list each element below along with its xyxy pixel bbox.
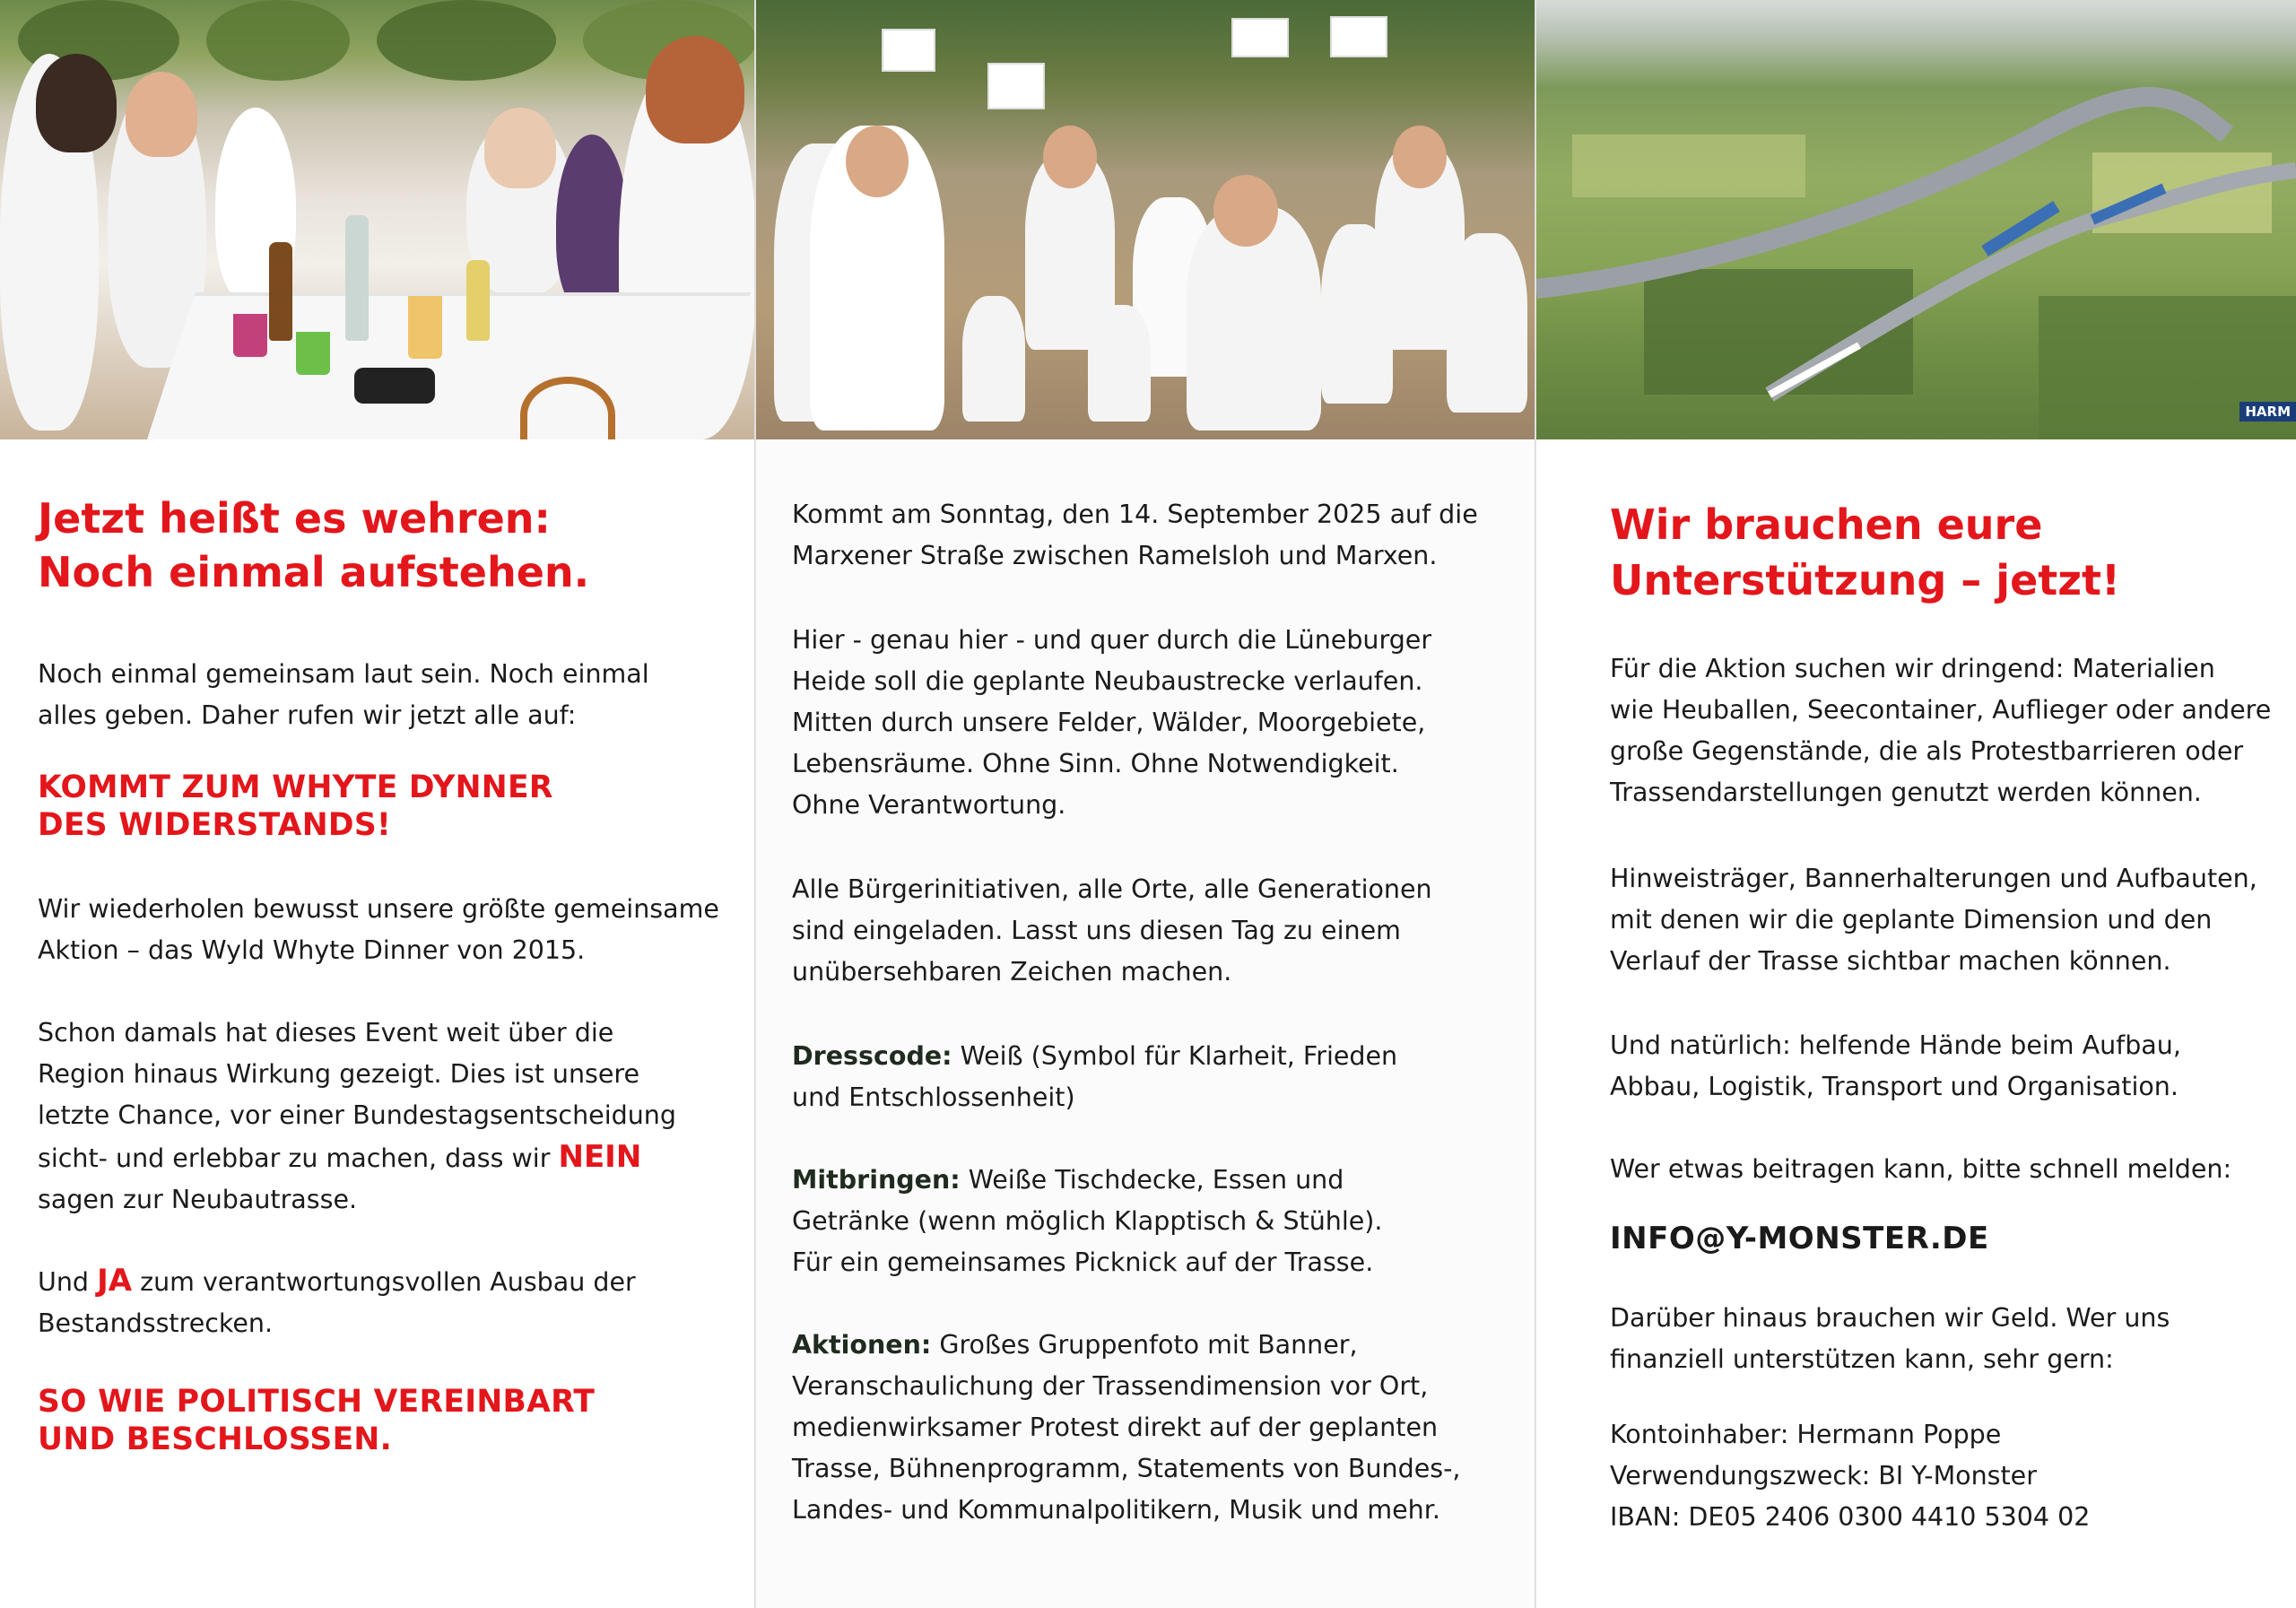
left-call-to-action: [38, 769, 553, 844]
text-line: Abbau, Logistik, Transport und Organisation.: [1610, 1072, 2179, 1101]
text-line: [792, 1160, 1382, 1201]
text-line: DES WIDERSTANDS!: [38, 807, 392, 843]
photo-detail: [556, 135, 628, 314]
photo-detail: [354, 368, 435, 404]
text-line: Kommt am Sonntag, den 14. September 2025 auf die: [792, 500, 1478, 529]
text-line-part: zum verantwortungsvollen Ausbau der: [140, 1267, 636, 1297]
text-line: Trasse, Bühnenprogramm, Statements von Bundes-,: [792, 1454, 1461, 1483]
actions-label: Aktionen:: [792, 1330, 932, 1360]
photo-protest-dinner: [0, 0, 756, 439]
photo-detail: [1043, 126, 1097, 188]
photo-detail: [1770, 170, 2296, 395]
left-repeat-paragraph: [38, 889, 719, 971]
supports-paragraph: [1610, 858, 2257, 982]
text-line: Für die Aktion suchen wir dringend: Materialien: [1610, 654, 2215, 683]
photo-detail: [1231, 18, 1289, 57]
photo-rail-bridge-rendering: [1536, 0, 2296, 439]
photo-detail: [206, 0, 350, 81]
photo-detail: [484, 108, 556, 188]
text-line: sind eingeladen. Lasst uns diesen Tag zu einem: [792, 916, 1401, 945]
left-intro: [38, 654, 649, 736]
photo-detail: [269, 242, 292, 341]
left-closing: [38, 1383, 595, 1458]
text-line: Getränke (wenn möglich Klapptisch & Stühle).: [792, 1206, 1383, 1236]
materials-paragraph: [1610, 648, 2271, 813]
bring-label: Mitbringen:: [792, 1165, 961, 1195]
payment-reference: Verwendungszweck: BI Y-Monster: [1610, 1461, 2037, 1491]
route-paragraph: [792, 620, 1431, 826]
photo-detail: [1088, 305, 1151, 422]
photo-detail: [646, 36, 744, 143]
text-line: Verlauf der Trasse sichtbar machen können.: [1610, 946, 2171, 976]
text-line: Hier - genau hier - und quer durch die Lüneburger: [792, 625, 1432, 655]
text-line-part: sicht- und erlebbar zu machen, dass wir: [38, 1143, 551, 1173]
text-line: wie Heuballen, Seecontainer, Auflieger oder andere: [1610, 695, 2272, 725]
middle-panel: [756, 0, 1536, 1608]
text-line: [38, 1260, 636, 1303]
text-line: letzte Chance, vor einer Bundestagsentscheidung: [38, 1100, 676, 1130]
photo-detail: [1330, 16, 1387, 57]
text-line: Hinweisträger, Bannerhalterungen und Aufbauten,: [1610, 864, 2257, 893]
right-heading-line-2: Unterstützung – jetzt!: [1610, 556, 2121, 604]
text-line: Ohne Verantwortung.: [792, 790, 1066, 820]
photo-detail: [408, 296, 442, 359]
text-line: mit denen wir die geplante Dimension und den: [1610, 905, 2213, 934]
photo-detail: [377, 0, 556, 81]
photo-corner-tag: HARM: [2239, 402, 2296, 422]
text-line: SO WIE POLITISCH VEREINBART: [38, 1384, 596, 1420]
text-line: [792, 1036, 1397, 1077]
text-line: Region hinaus Wirkung gezeigt. Dies ist unsere: [38, 1059, 640, 1089]
photo-detail: [296, 332, 330, 375]
left-heading: [38, 491, 589, 599]
text-line-part: Weiß (Symbol für Klarheit, Frieden: [960, 1041, 1398, 1071]
right-heading-line-1: Wir brauchen eure: [1610, 500, 2043, 549]
text-line: Heide soll die geplante Neubaustrecke verlaufen.: [792, 666, 1423, 696]
iban: IBAN: DE05 2406 0300 4410 5304 02: [1610, 1502, 2091, 1532]
account-holder: Kontoinhaber: Hermann Poppe: [1610, 1420, 2002, 1449]
text-line-part: Und: [38, 1267, 90, 1297]
text-line: [792, 1325, 1460, 1366]
photo-detail: [345, 215, 369, 341]
photo-detail: [987, 63, 1045, 109]
actions-paragraph: [792, 1325, 1460, 1531]
left-heading-line-2: Noch einmal aufstehen.: [38, 548, 590, 596]
photo-detail: [1213, 175, 1278, 247]
left-ja-paragraph: [38, 1260, 636, 1344]
bring-paragraph: [792, 1160, 1382, 1283]
photo-detail: [846, 126, 909, 197]
text-line: Marxener Straße zwischen Ramelsloh und Marxen.: [792, 541, 1438, 570]
text-line: Bestandsstrecken.: [38, 1308, 274, 1338]
left-panel: [0, 0, 756, 1608]
text-line: große Gegenstände, die als Protestbarrieren oder: [1610, 736, 2244, 766]
text-line: Veranschaulichung der Trassendimension vor Ort,: [792, 1371, 1429, 1401]
dresscode-label: Dresscode:: [792, 1041, 952, 1071]
text-line: Schon damals hat dieses Event weit über die: [38, 1018, 614, 1047]
text-line: KOMMT ZUM WHYTE DYNNER: [38, 769, 553, 805]
nein-emphasis: NEIN: [558, 1139, 642, 1175]
donation-paragraph: [1610, 1298, 2170, 1380]
photo-detail: [126, 72, 197, 157]
photo-detail: [1536, 97, 2227, 289]
photo-detail: [36, 54, 117, 152]
ja-emphasis: JA: [97, 1263, 133, 1299]
photo-detail: [1447, 233, 1527, 413]
text-line: UND BESCHLOSSEN.: [38, 1421, 393, 1457]
photo-detail: [466, 260, 490, 341]
left-heading-line-1: Jetzt heißt es wehren:: [38, 494, 551, 543]
text-line: Lebensräume. Ohne Sinn. Ohne Notwendigkeit.: [792, 749, 1399, 778]
right-heading: [1610, 497, 2120, 608]
text-line: Trassendarstellungen genutzt werden können.: [1610, 778, 2202, 807]
text-line: sagen zur Neubautrasse.: [38, 1185, 358, 1214]
helping-hands-paragraph: [1610, 1025, 2181, 1108]
contact-prompt: Wer etwas beitragen kann, bitte schnell melden:: [1610, 1154, 2232, 1184]
dresscode-paragraph: [792, 1036, 1397, 1118]
text-line: Darüber hinaus brauchen wir Geld. Wer uns: [1610, 1303, 2170, 1333]
event-date-paragraph: [792, 494, 1478, 577]
photo-detail: [1393, 126, 1447, 188]
text-line: [38, 1136, 676, 1179]
photo-detail: [1770, 345, 1859, 395]
text-line: Landes- und Kommunalpolitikern, Musik und mehr.: [792, 1495, 1440, 1525]
text-line: Noch einmal gemeinsam laut sein. Noch einmal: [38, 659, 649, 689]
text-line: finanziell unterstützen kann, sehr gern:: [1610, 1344, 2114, 1374]
right-panel: [1536, 0, 2296, 1608]
text-line: Und natürlich: helfende Hände beim Aufbau,: [1610, 1030, 2181, 1060]
photo-detail: [233, 314, 267, 357]
invite-paragraph: [792, 869, 1432, 993]
text-line: Aktion – das Wyld Whyte Dinner von 2015.: [38, 935, 586, 965]
bridge-drawing: [1536, 0, 2296, 439]
photo-protest-crowd: [756, 0, 1536, 439]
photo-detail: [882, 29, 935, 72]
text-line: Mitten durch unsere Felder, Wälder, Moorgebiete,: [792, 708, 1426, 737]
text-line: Alle Bürgerinitiativen, alle Orte, alle Generationen: [792, 874, 1432, 904]
text-line-part: Großes Gruppenfoto mit Banner,: [939, 1330, 1358, 1360]
left-history-paragraph: [38, 1013, 676, 1221]
bank-details: [1610, 1414, 2090, 1538]
text-line: medienwirksamer Protest direkt auf der geplanten: [792, 1412, 1439, 1442]
text-line: Für ein gemeinsames Picknick auf der Trasse.: [792, 1247, 1374, 1277]
photo-detail: [962, 296, 1025, 422]
text-line: und Entschlossenheit): [792, 1082, 1075, 1112]
text-line: Wir wiederholen bewusst unsere größte gemeinsame: [38, 894, 719, 924]
text-line: alles geben. Daher rufen wir jetzt alle auf:: [38, 700, 577, 730]
text-line: unübersehbaren Zeichen machen.: [792, 957, 1232, 987]
contact-email[interactable]: INFO@Y-MONSTER.DE: [1610, 1221, 1989, 1256]
text-line-part: Weiße Tischdecke, Essen und: [968, 1165, 1344, 1195]
